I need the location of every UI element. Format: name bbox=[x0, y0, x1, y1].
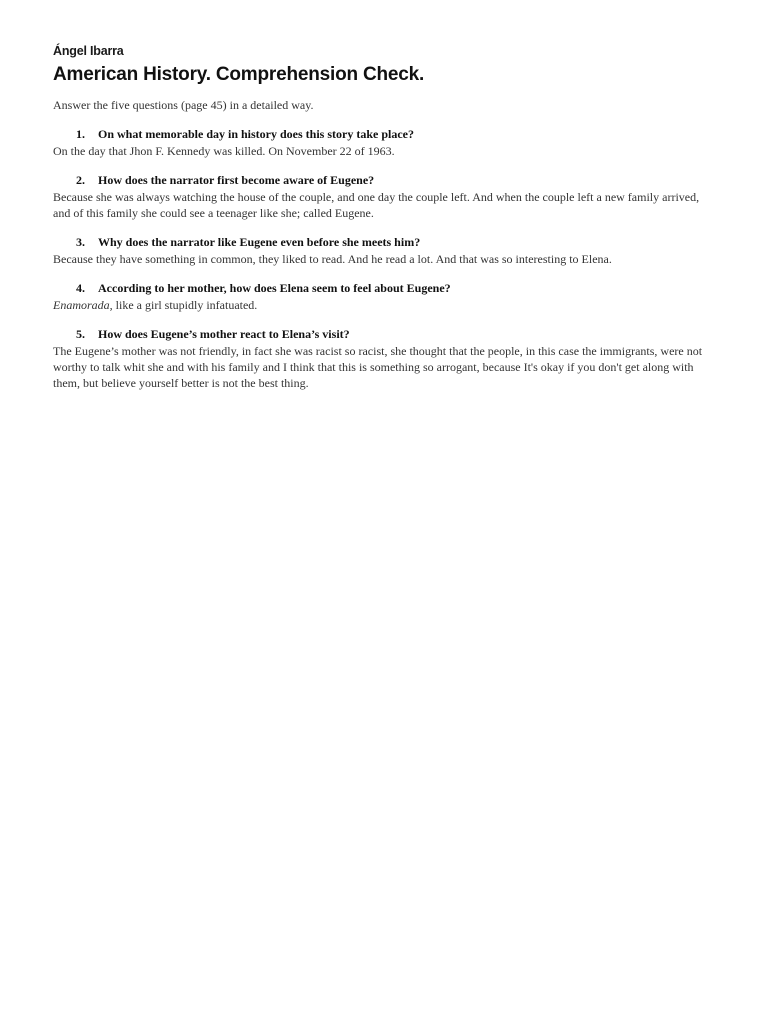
question-text: According to her mother, how does Elena seem to feel about Eugene? bbox=[98, 281, 451, 295]
question-number: 3. bbox=[76, 235, 85, 249]
document-title: American History. Comprehension Check. bbox=[53, 64, 425, 85]
question-1 bbox=[53, 127, 713, 142]
answer-5: The Eugene’s mother was not friendly, in fact she was racist so racist, she thought that the people, in this case the immigrants, were not worthy to talk whit she and with his family and I think that this is something so arrogant, because It's okay if you don't get along with them, but believe yourself better is not the best thing. bbox=[53, 344, 703, 390]
author-name: Ángel Ibarra bbox=[53, 44, 124, 58]
answer-text: like a girl stupidly infatuated. bbox=[112, 298, 258, 312]
question-text: How does the narrator first become aware of Eugene? bbox=[98, 173, 375, 187]
question-block-4 bbox=[53, 281, 713, 313]
question-block-3 bbox=[53, 235, 713, 267]
question-number: 4. bbox=[76, 281, 85, 295]
question-5 bbox=[53, 327, 713, 342]
question-number: 1. bbox=[76, 127, 85, 141]
question-3 bbox=[53, 235, 713, 250]
question-block-1 bbox=[53, 127, 713, 159]
question-text: How does Eugene’s mother react to Elena’s visit? bbox=[98, 327, 350, 341]
answer-4 bbox=[53, 297, 713, 313]
question-text: On what memorable day in history does this story take place? bbox=[98, 127, 414, 141]
instructions-text: Answer the five questions (page 45) in a detailed way. bbox=[53, 98, 314, 112]
answer-3: Because they have something in common, they liked to read. And he read a lot. And that was so interesting to Elena. bbox=[53, 252, 612, 266]
question-2 bbox=[53, 173, 713, 188]
question-4 bbox=[53, 281, 713, 296]
question-block-5 bbox=[53, 327, 713, 391]
question-text: Why does the narrator like Eugene even before she meets him? bbox=[98, 235, 421, 249]
question-block-2 bbox=[53, 173, 713, 221]
question-number: 5. bbox=[76, 327, 85, 341]
document-page bbox=[53, 44, 713, 405]
answer-1: On the day that Jhon F. Kennedy was killed. On November 22 of 1963. bbox=[53, 144, 395, 158]
answer-italic-term: Enamorada, bbox=[53, 298, 113, 312]
question-number: 2. bbox=[76, 173, 85, 187]
answer-2: Because she was always watching the house of the couple, and one day the couple left. And when the couple left a new family arrived, and of this family she could see a teenager like she; called Eugene. bbox=[53, 190, 700, 220]
